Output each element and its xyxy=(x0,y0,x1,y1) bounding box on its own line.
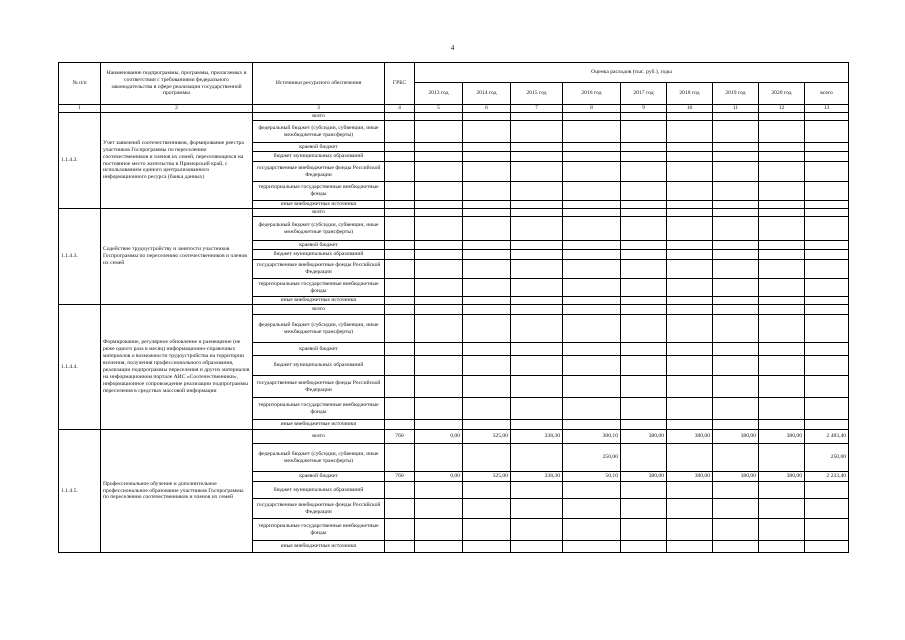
page-number: 4 xyxy=(450,44,455,52)
source-label: всего xyxy=(253,113,385,121)
value-cell xyxy=(667,444,713,472)
value-cell: 338,30 xyxy=(511,430,563,444)
value-cell: 325,00 xyxy=(463,472,511,482)
column-index: 5 xyxy=(415,105,463,113)
header-year: 2020 год xyxy=(759,83,805,105)
header-estimate: Оценка расходов (тыс. руб.), годы xyxy=(415,63,849,83)
table-row xyxy=(59,430,849,444)
item-code: 1.1.4.4. xyxy=(59,305,101,430)
grbs-cell: 760 xyxy=(385,430,415,444)
source-label: иные внебюджетные источники xyxy=(253,420,385,430)
grbs-cell: 760 xyxy=(385,472,415,482)
column-index: 11 xyxy=(713,105,759,113)
value-cell: 380,00 xyxy=(713,472,759,482)
column-index: 3 xyxy=(253,105,385,113)
value-cell xyxy=(621,444,667,472)
header-grbs: ГРБС xyxy=(385,63,415,105)
source-label: федеральный бюджет (субсидии, субвенции, иные межбюджетные трансферты) xyxy=(253,121,385,143)
table-row xyxy=(59,305,849,315)
column-index: 1 xyxy=(59,105,101,113)
column-index: 10 xyxy=(667,105,713,113)
source-label: государственные внебюджетные фонды Российской Федерации xyxy=(253,376,385,398)
column-index-row xyxy=(59,105,849,113)
item-code: 1.1.4.3. xyxy=(59,209,101,305)
table-row xyxy=(59,209,849,217)
value-cell: 380,00 xyxy=(621,430,667,444)
source-label: иные внебюджетные источники xyxy=(253,297,385,305)
source-label: государственные внебюджетные фонды Российской Федерации xyxy=(253,499,385,519)
source-label: бюджет муниципальных образований xyxy=(253,356,385,376)
value-cell xyxy=(759,444,805,472)
header-name: Наименование подпрограммы, программы, прилагаемых в соответствии с требованиями федерального законодательства в сфере реализации государственной программы xyxy=(101,63,253,105)
table-row xyxy=(59,113,849,121)
column-index: 8 xyxy=(563,105,621,113)
source-label: территориальные государственные внебюджетные фонды xyxy=(253,398,385,420)
item-name: Профессиональное обучение и дополнительное профессиональное образование участников Госпрограммы по переселению соотечественников и членов их семей xyxy=(101,430,253,553)
source-label: краевой бюджет xyxy=(253,143,385,152)
header-year: 2019 год xyxy=(713,83,759,105)
header-total: всего xyxy=(805,83,849,105)
value-cell: 380,00 xyxy=(667,472,713,482)
header-year: 2017 год xyxy=(621,83,667,105)
source-label: иные внебюджетные источники xyxy=(253,201,385,209)
value-cell: 250,00 xyxy=(563,444,621,472)
value-cell xyxy=(463,444,511,472)
column-index: 13 xyxy=(805,105,849,113)
source-label: бюджет муниципальных образований xyxy=(253,482,385,499)
value-cell: 0,00 xyxy=(415,472,463,482)
total-cell: 2 483,40 xyxy=(805,430,849,444)
value-cell: 380,00 xyxy=(713,430,759,444)
column-index: 9 xyxy=(621,105,667,113)
item-name: Учет заявлений соотечественников, формирование реестра участников Госпрограммы по переселению соотечественников и членов их семей, переселяющихся на постоянное место жительства в Приморский край, с использованием единого централизованного информационного ресурса (банка данных) xyxy=(101,113,253,209)
source-label: всего xyxy=(253,305,385,315)
value-cell xyxy=(713,444,759,472)
item-code: 1.1.4.5. xyxy=(59,430,101,553)
header-source: Источники ресурсного обеспечения xyxy=(253,63,385,105)
source-label: территориальные государственные внебюджетные фонды xyxy=(253,519,385,541)
header-year: 2013 год xyxy=(415,83,463,105)
value-cell: 380,00 xyxy=(621,472,667,482)
budget-table xyxy=(58,62,849,553)
column-index: 6 xyxy=(463,105,511,113)
source-label: территориальные государственные внебюджетные фонды xyxy=(253,182,385,201)
source-label: краевой бюджет xyxy=(253,241,385,250)
source-label: краевой бюджет xyxy=(253,343,385,356)
value-cell: 380,00 xyxy=(759,430,805,444)
column-index: 4 xyxy=(385,105,415,113)
header-year: 2016 год xyxy=(563,83,621,105)
header-year: 2014 год xyxy=(463,83,511,105)
source-label: федеральный бюджет (субсидии, субвенции, иные межбюджетные трансферты) xyxy=(253,217,385,241)
source-label: территориальные государственные внебюджетные фонды xyxy=(253,279,385,297)
total-cell: 2 233,40 xyxy=(805,472,849,482)
item-name: Содействие трудоустройству и занятости участников Госпрограммы по переселению соотечественников и членов их семей xyxy=(101,209,253,305)
source-label: краевой бюджет xyxy=(253,472,385,482)
value-cell: 325,00 xyxy=(463,430,511,444)
source-label: бюджет муниципальных образований xyxy=(253,152,385,162)
value-cell: 50,10 xyxy=(563,472,621,482)
source-label: государственные внебюджетные фонды Российской Федерации xyxy=(253,162,385,182)
header-year: 2015 год xyxy=(511,83,563,105)
column-index: 12 xyxy=(759,105,805,113)
value-cell: 300,10 xyxy=(563,430,621,444)
source-label: федеральный бюджет (субсидии, субвенции, иные межбюджетные трансферты) xyxy=(253,444,385,472)
value-cell: 0,00 xyxy=(415,430,463,444)
column-index: 2 xyxy=(101,105,253,113)
value-cell xyxy=(511,444,563,472)
source-label: иные внебюджетные источники xyxy=(253,541,385,553)
value-cell: 338,30 xyxy=(511,472,563,482)
header-num: № п/п xyxy=(59,63,101,105)
item-code: 1.1.4.2. xyxy=(59,113,101,209)
total-cell: 250,00 xyxy=(805,444,849,472)
value-cell: 380,00 xyxy=(667,430,713,444)
value-cell xyxy=(415,444,463,472)
source-label: федеральный бюджет (субсидии, субвенции, иные межбюджетные трансферты) xyxy=(253,315,385,343)
source-label: бюджет муниципальных образований xyxy=(253,250,385,260)
column-index: 7 xyxy=(511,105,563,113)
source-label: всего xyxy=(253,209,385,217)
header-year: 2018 год xyxy=(667,83,713,105)
value-cell: 380,00 xyxy=(759,472,805,482)
source-label: всего xyxy=(253,430,385,444)
grbs-cell xyxy=(385,444,415,472)
item-name: Формирование, регулярное обновление и размещение (не реже одного раза в месяц) информационно-справочных материалов о возможности трудоустройства на территории вселения, получения профессионального образования, реализации подпрограммы переселения и других материалов на информационном портале АИС «Соотечественники», информационное сопровождение реализации подпрограммы переселения в средствах массовой информации xyxy=(101,305,253,430)
source-label: государственные внебюджетные фонды Российской Федерации xyxy=(253,260,385,279)
